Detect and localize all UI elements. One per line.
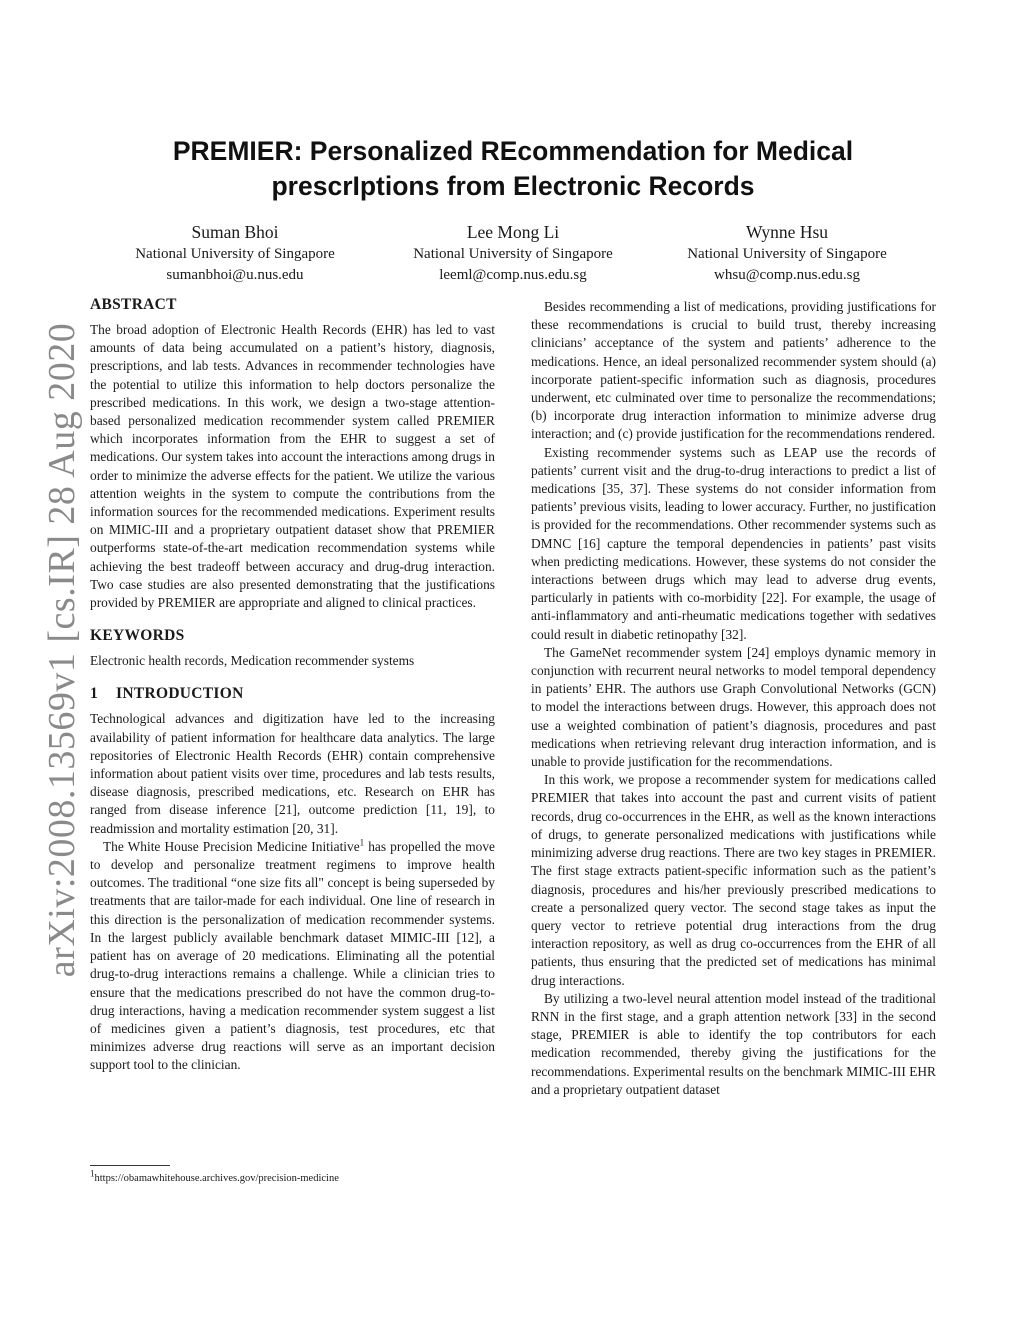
intro-paragraph-1: Technological advances and digitization have led to the increasing availability of patient information for healthcare data analytics. The large repositories of Electronic Health Records (EHR) contain comprehensive information about patient visits over time, procedures and lab tests results, disease diagnosis, prescribed medications, etc. Research on EHR has ranged from disease inference [21], outcome prediction [11, 19], to readmission and mortality estimation [20, 31]. [90, 711, 495, 836]
section-title: INTRODUCTION [116, 685, 244, 703]
right-paragraph-2: Existing recommender systems such as LEAP use the records of patients’ current visit and the drug-to-drug interactions to predict a list of medications [35, 37]. These systems do not consider information from patients’ previous visits, leading to lower accuracy. Further, no justification is provided for the recommendations. Other recommender systems such as DMNC [16] capture the temporal dependencies in patients’ past visits when predicting medications. However, these systems do not consider the interactions between drugs which may lead to adverse drug events, particularly in patients with co-morbidity [22]. For example, the usage of anti-inflammatory and anti-rheumatic medications together with sedatives could result in diabetic retinopathy [32]. [531, 444, 936, 642]
section-number: 1 [90, 685, 99, 703]
keywords-heading: KEYWORDS [90, 627, 185, 645]
author-email: sumanbhoi@u.nus.edu [166, 267, 304, 283]
footnote [90, 1168, 495, 1186]
author-block [90, 220, 936, 290]
author-email: whsu@comp.nus.edu.sg [714, 267, 860, 283]
keywords-text: Electronic health records, Medication recommender systems [90, 653, 415, 669]
left-column [90, 295, 495, 1075]
footnote-marker: 1 [359, 837, 365, 848]
author-3 [642, 220, 932, 286]
author-name: Wynne Hsu [745, 222, 829, 242]
right-column [531, 298, 936, 1099]
title-line-2: prescrIptions from Electronic Records [271, 171, 755, 201]
title-line-1: PREMIER: Personalized REcommendation for Medical [172, 136, 854, 166]
abstract-heading: ABSTRACT [90, 296, 177, 313]
abstract-text: The broad adoption of Electronic Health Records (EHR) has led to vast amounts of data being accumulated on a patient’s history, diagnosis, prescriptions, and lab tests. Advances in recommender technologies have the potential to utilize this information to help doctors personalize the prescribed medications. In this work, we design a two-stage attention-based personalized medication recommender system called PREMIER which incorporates information from the EHR to suggest a set of medications. Our system takes into account the interactions among drugs in order to minimize the adverse effects for the patient. We utilize the various attention weights in the system to compute the contributions from the information sources for the recommended medications. Experiment results on MIMIC-III and a proprietary outpatient dataset show that PREMIER outperforms state-of-the-art medication recommendation systems while achieving the best tradeoff between accuracy and drug-drug interaction. Two case studies are also presented demonstrating that the justifications provided by PREMIER are appropriate and aligned to clinical practices. [90, 322, 495, 611]
author-affiliation: National University of Singapore [135, 246, 335, 262]
footnote-url: https://obamawhitehouse.archives.gov/precision-medicine [94, 1173, 339, 1184]
right-paragraph-4: In this work, we propose a recommender system for medications called PREMIER that takes into account the past and current visits of patient records, drug co-occurrences in the EHR, as well as the known interactions of drugs, to generate personalized medications with justifications while minimizing adverse drug reactions. There are two key stages in PREMIER. The first stage extracts patient-specific information such as the patient’s diagnosis, procedures and his/her previously prescribed medications to create a personalized query vector. The second stage takes as input the query vector to retrieve potential drug interactions from the drug interaction repository, as well as drug co-occurrences from the EHR of all patients, thus ensuring that the predicted set of medications has minimal drug interactions. [531, 772, 936, 988]
right-paragraph-3: The GameNet recommender system [24] employs dynamic memory in conjunction with recurrent neural networks to model temporal dependency in patients’ EHR. The authors use Graph Convolutional Networks (GCN) to model the interactions between drugs. However, this approach does not use a weighted combination of patient’s diagnosis, procedures and past medications when retrieving relevant drug interaction information, and is unable to provide justification for the recommendations. [531, 644, 936, 770]
author-affiliation: National University of Singapore [413, 246, 613, 262]
footnote-number: 1 [90, 1168, 95, 1179]
footnote-rule [90, 1165, 170, 1166]
intro-paragraph-2: The White House Precision Medicine Initiative$^1$ has propelled the move to develop and personalize treatment regimens to improve health outcomes. The traditional “one size fits all" concept is being superseded by treatments that are tailor-made for each individual. One line of research in this direction is the personalization of medication recommender systems. In the largest publicly available benchmark dataset MIMIC-III [12], a patient has on average of 20 medications. Eliminating all the potential drug-to-drug interactions remains a challenge. While a clinician tries to ensure that the medications prescribed do not have the common drug-to-drug interactions, having a medication recommender system suggest a list of medicines given a patient’s diagnosis, test procedures, etc that minimizes adverse drug reactions will serve as an important decision support tool to the clinician. [90, 837, 495, 1073]
author-name: Lee Mong Li [466, 222, 560, 242]
introduction-heading [90, 684, 495, 704]
author-email: leeml@comp.nus.edu.sg [439, 267, 587, 283]
paper-title [90, 134, 936, 204]
author-2 [368, 220, 658, 286]
right-paragraph-1: Besides recommending a list of medications, providing justifications for these recommendations is crucial to build trust, thereby increasing clinicians’ acceptance of the system and patients’ adherence to the medications. Hence, an ideal personalized recommender system should (a) incorporate patient-specific information such as diagnosis, procedures underwent, etc culminated over time to personalize the recommendations; (b) incorporate drug interaction information to minimize adverse drug interaction; and (c) provide justification for the recommendations rendered. [531, 299, 936, 442]
right-paragraph-5: By utilizing a two-level neural attention model instead of the traditional RNN in the first stage, and a graph attention network [33] in the second stage, PREMIER is able to identify the top contributors for each medication recommended, thereby giving the justifications for the recommendations. Experimental results on the benchmark MIMIC-III EHR and a proprietary outpatient dataset [531, 990, 936, 1097]
author-name: Suman Bhoi [191, 222, 279, 242]
author-1 [90, 220, 380, 286]
arxiv-identifier: arXiv:2008.13569v1 [cs.IR] 28 Aug 2020 [41, 322, 83, 978]
author-affiliation: National University of Singapore [687, 246, 887, 262]
